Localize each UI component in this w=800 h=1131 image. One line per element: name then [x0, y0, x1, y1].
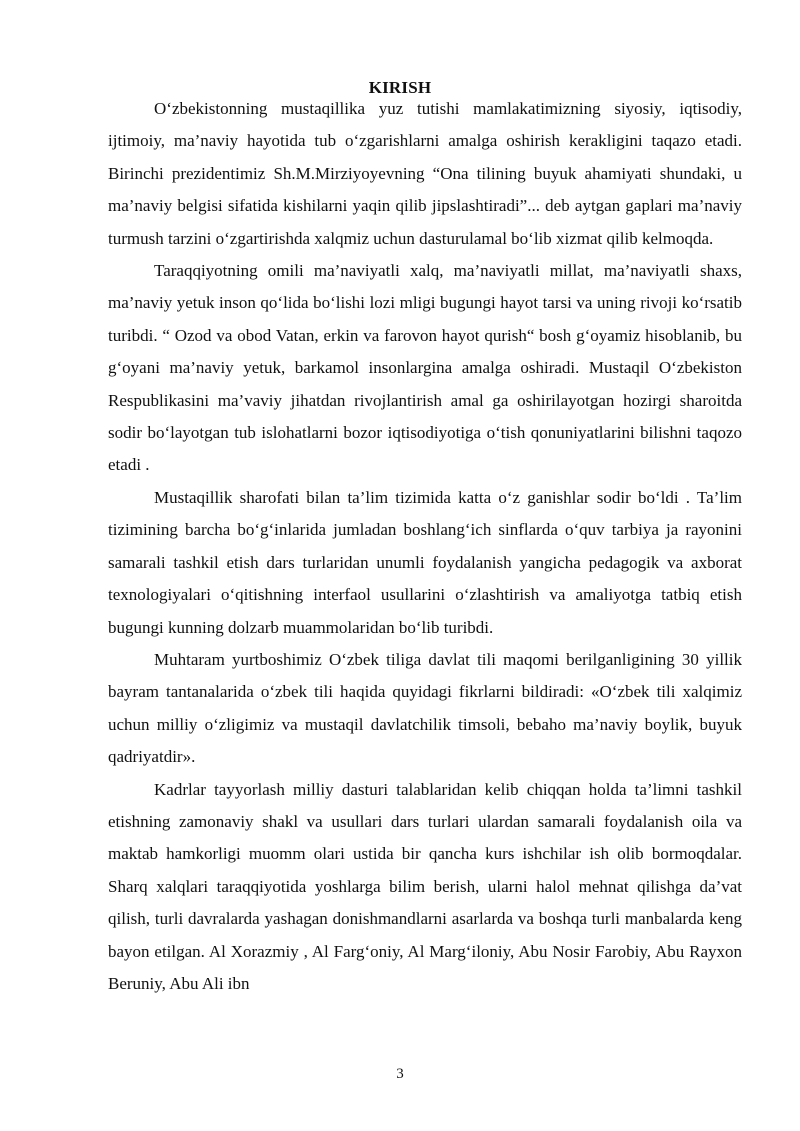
paragraph-5: Kadrlar tayyorlash milliy dasturi talablaridan kelib chiqqan holda ta’limni tashkil etishning zamonaviy shakl va usullari dars turlari ulardan samarali foydalanish oila va maktab hamkorligi muomm olari ustida bir qancha kurs ishchilar ish olib bormoqdalar. Sharq xalqlari taraqqiyotida yoshlarga bilim berish, ularni halol mehnat qilishga da’vat qilish, turli davralarda yashagan donishmandlarni asarlarda va boshqa turli manbalarda keng bayon etilgan. Al Xorazmiy , Al Farg‘oniy, Al Marg‘iloniy, Abu Nosir Farobiy, Abu Rayxon Beruniy, Abu Ali ibn: [108, 779, 742, 993]
paragraph-4: Muhtaram yurtboshimiz O‘zbek tiliga davlat tili maqomi berilganligining 30 yillik bayram tantanalarida o‘zbek tili haqida quyidagi fikrlarni bildiradi: «O‘zbek tili xalqimiz uchun milliy o‘zligimiz va mustaqil davlatchilik timsoli, bebaho ma’naviy boylik, buyuk qadriyatdir».: [108, 649, 742, 767]
page-number: 3: [396, 1066, 404, 1082]
paragraph-2: Taraqqiyotning omili ma’naviyatli xalq, ma’naviyatli millat, ma’naviyatli shaxs, ma’naviy yetuk inson qo‘lida bo‘lishi lozi mligi bugungi hayot tarsi va uning rivoji ko‘rsatib turibdi. “ Ozod va obod Vatan, erkin va farovon hayot qurish“ bosh g‘oyamiz hisoblanib, bu g‘oyani ma’naviy yetuk, barkamol insonlargina amalga oshiradi. Mustaqil O‘zbekiston Respublikasini ma’vaviy jihatdan rivojlantirish amal ga oshirilayotgan hozirgi sharoitda sodir bo‘layotgan tub islohatlarni bozor iqtisodiyotiga o‘tish qonuniyatlarini bilishni taqozo etadi .: [108, 261, 742, 475]
paragraph-3: Mustaqillik sharofati bilan ta’lim tizimida katta o‘z ganishlar sodir bo‘ldi . Ta’lim tizimining barcha bo‘g‘inlarida jumladan boshlang‘ich sinflarda o‘quv tarbiya ja rayonini samarali tashkil etish dars turlaridan unumli foydalanish yangicha pedagogik va axborat texnologiyalari o‘qitishning interfaol usullarini o‘zlashtirish va amaliyotga tatbiq etish bugungi kunning dolzarb muammolaridan bo‘lib turibdi.: [108, 487, 742, 637]
body-text: [108, 93, 742, 1000]
section-title: KIRISH: [368, 78, 432, 97]
paragraph-1: O‘zbekistonning mustaqillika yuz tutishi mamlakatimizning siyosiy, iqtisodiy, ijtimoiy, ma’naviy hayotida tub o‘zgarishlarni amalga oshirish kerakligini taqazo etadi. Birinchi prezidentimiz Sh.M.Mirziyoyevning “Ona tilining buyuk ahamiyati shundaki, u ma’naviy belgisi sifatida kishilarni yaqin qilib jipslashtiradi”... deb aytgan gaplari ma’naviy turmush tarzini o‘zgartirishda xalqmiz uchun dasturulamal bo‘lib xizmat qilib kelmoqda.: [108, 99, 742, 248]
